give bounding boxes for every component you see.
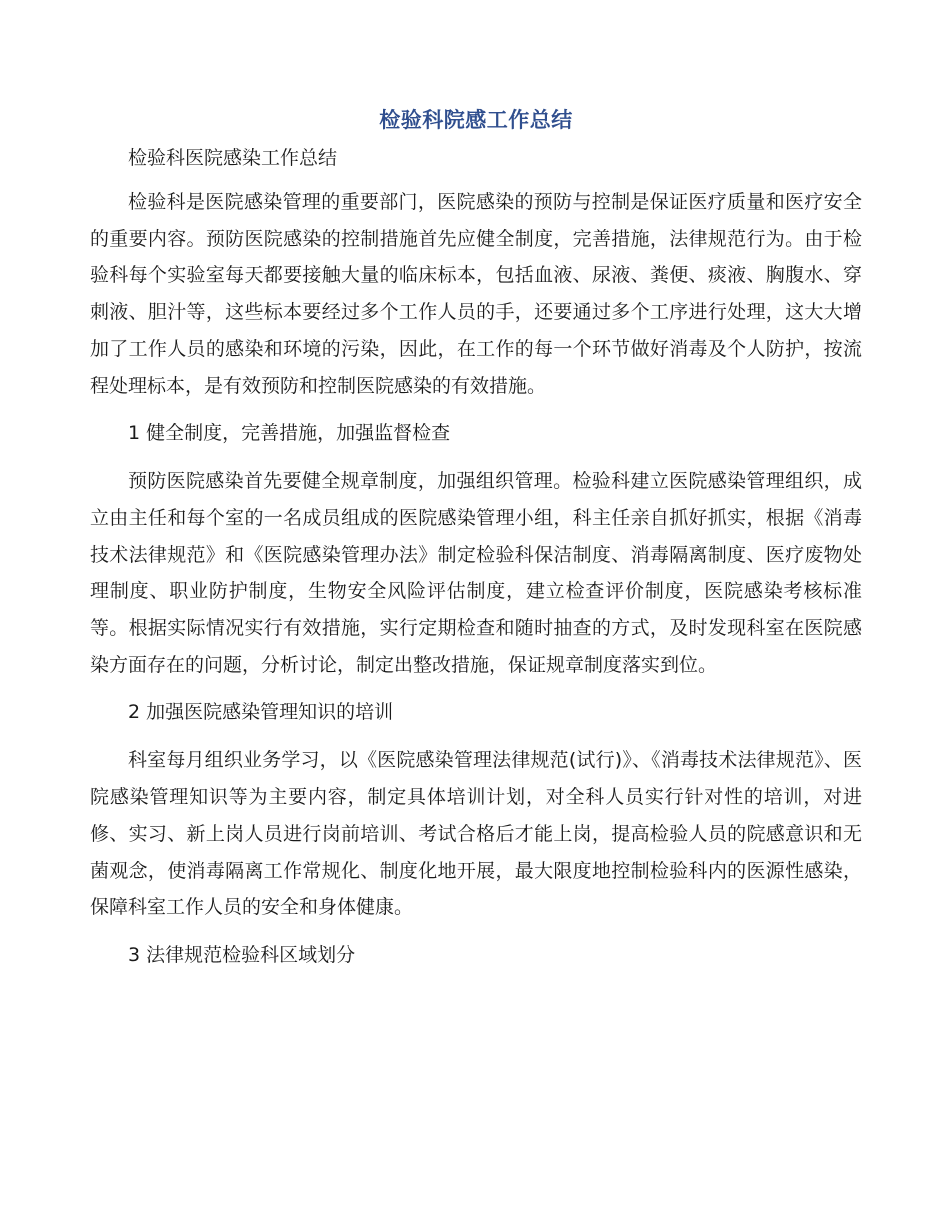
paragraph-intro: 检验科是医院感染管理的重要部门，医院感染的预防与控制是保证医疗质量和医疗安全的重要内容。预防医院感染的控制措施首先应健全制度，完善措施，法律规范行为。由于检验科每个实验室每天都要接触大量的临床标本，包括血液、尿液、粪便、痰液、胸腹水、穿刺液、胆汁等，这些标本要经过多个工作人员的手，还要通过多个工序进行处理，这大大增加了工作人员的感染和环境的污染，因此，在工作的每一个环节做好消毒及个人防护，按流程处理标本，是有效预防和控制医院感染的有效措施。: [90, 191, 862, 397]
section-heading-3: 3 法律规范检验科区域划分: [128, 943, 356, 966]
section-heading-1: 1 健全制度，完善措施，加强监督检查: [128, 422, 451, 445]
section-heading-2: 2 加强医院感染管理知识的培训: [128, 701, 394, 724]
document-page: [90, 100, 862, 985]
paragraph-section-2: 科室每月组织业务学习，以《医院感染管理法律规范(试行)》、《消毒技术法律规范》、医院感染管理知识等为主要内容，制定具体培训计划，对全科人员实行针对性的培训，对进修、实习、新上岗人员进行岗前培训、考试合格后才能上岗，提高检验人员的院感意识和无菌观念，使消毒隔离工作常规化、制度化地开展，最大限度地控制检验科内的医源性感染，保障科室工作人员的安全和身体健康。: [90, 749, 862, 919]
document-subtitle: 检验科医院感染工作总结: [128, 147, 338, 169]
paragraph-section-1: 预防医院感染首先要健全规章制度，加强组织管理。检验科建立医院感染管理组织，成立由主任和每个室的一名成员组成的医院感染管理小组，科主任亲自抓好抓实，根据《消毒技术法律规范》和《医院感染管理办法》制定检验科保洁制度、消毒隔离制度、医疗废物处理制度、职业防护制度，生物安全风险评估制度，建立检查评价制度，医院感染考核标准等。根据实际情况实行有效措施，实行定期检查和随时抽查的方式，及时发现科室在医院感染方面存在的问题，分析讨论，制定出整改措施，保证规章制度落实到位。: [90, 470, 862, 676]
document-title: 检验科院感工作总结: [379, 108, 573, 132]
